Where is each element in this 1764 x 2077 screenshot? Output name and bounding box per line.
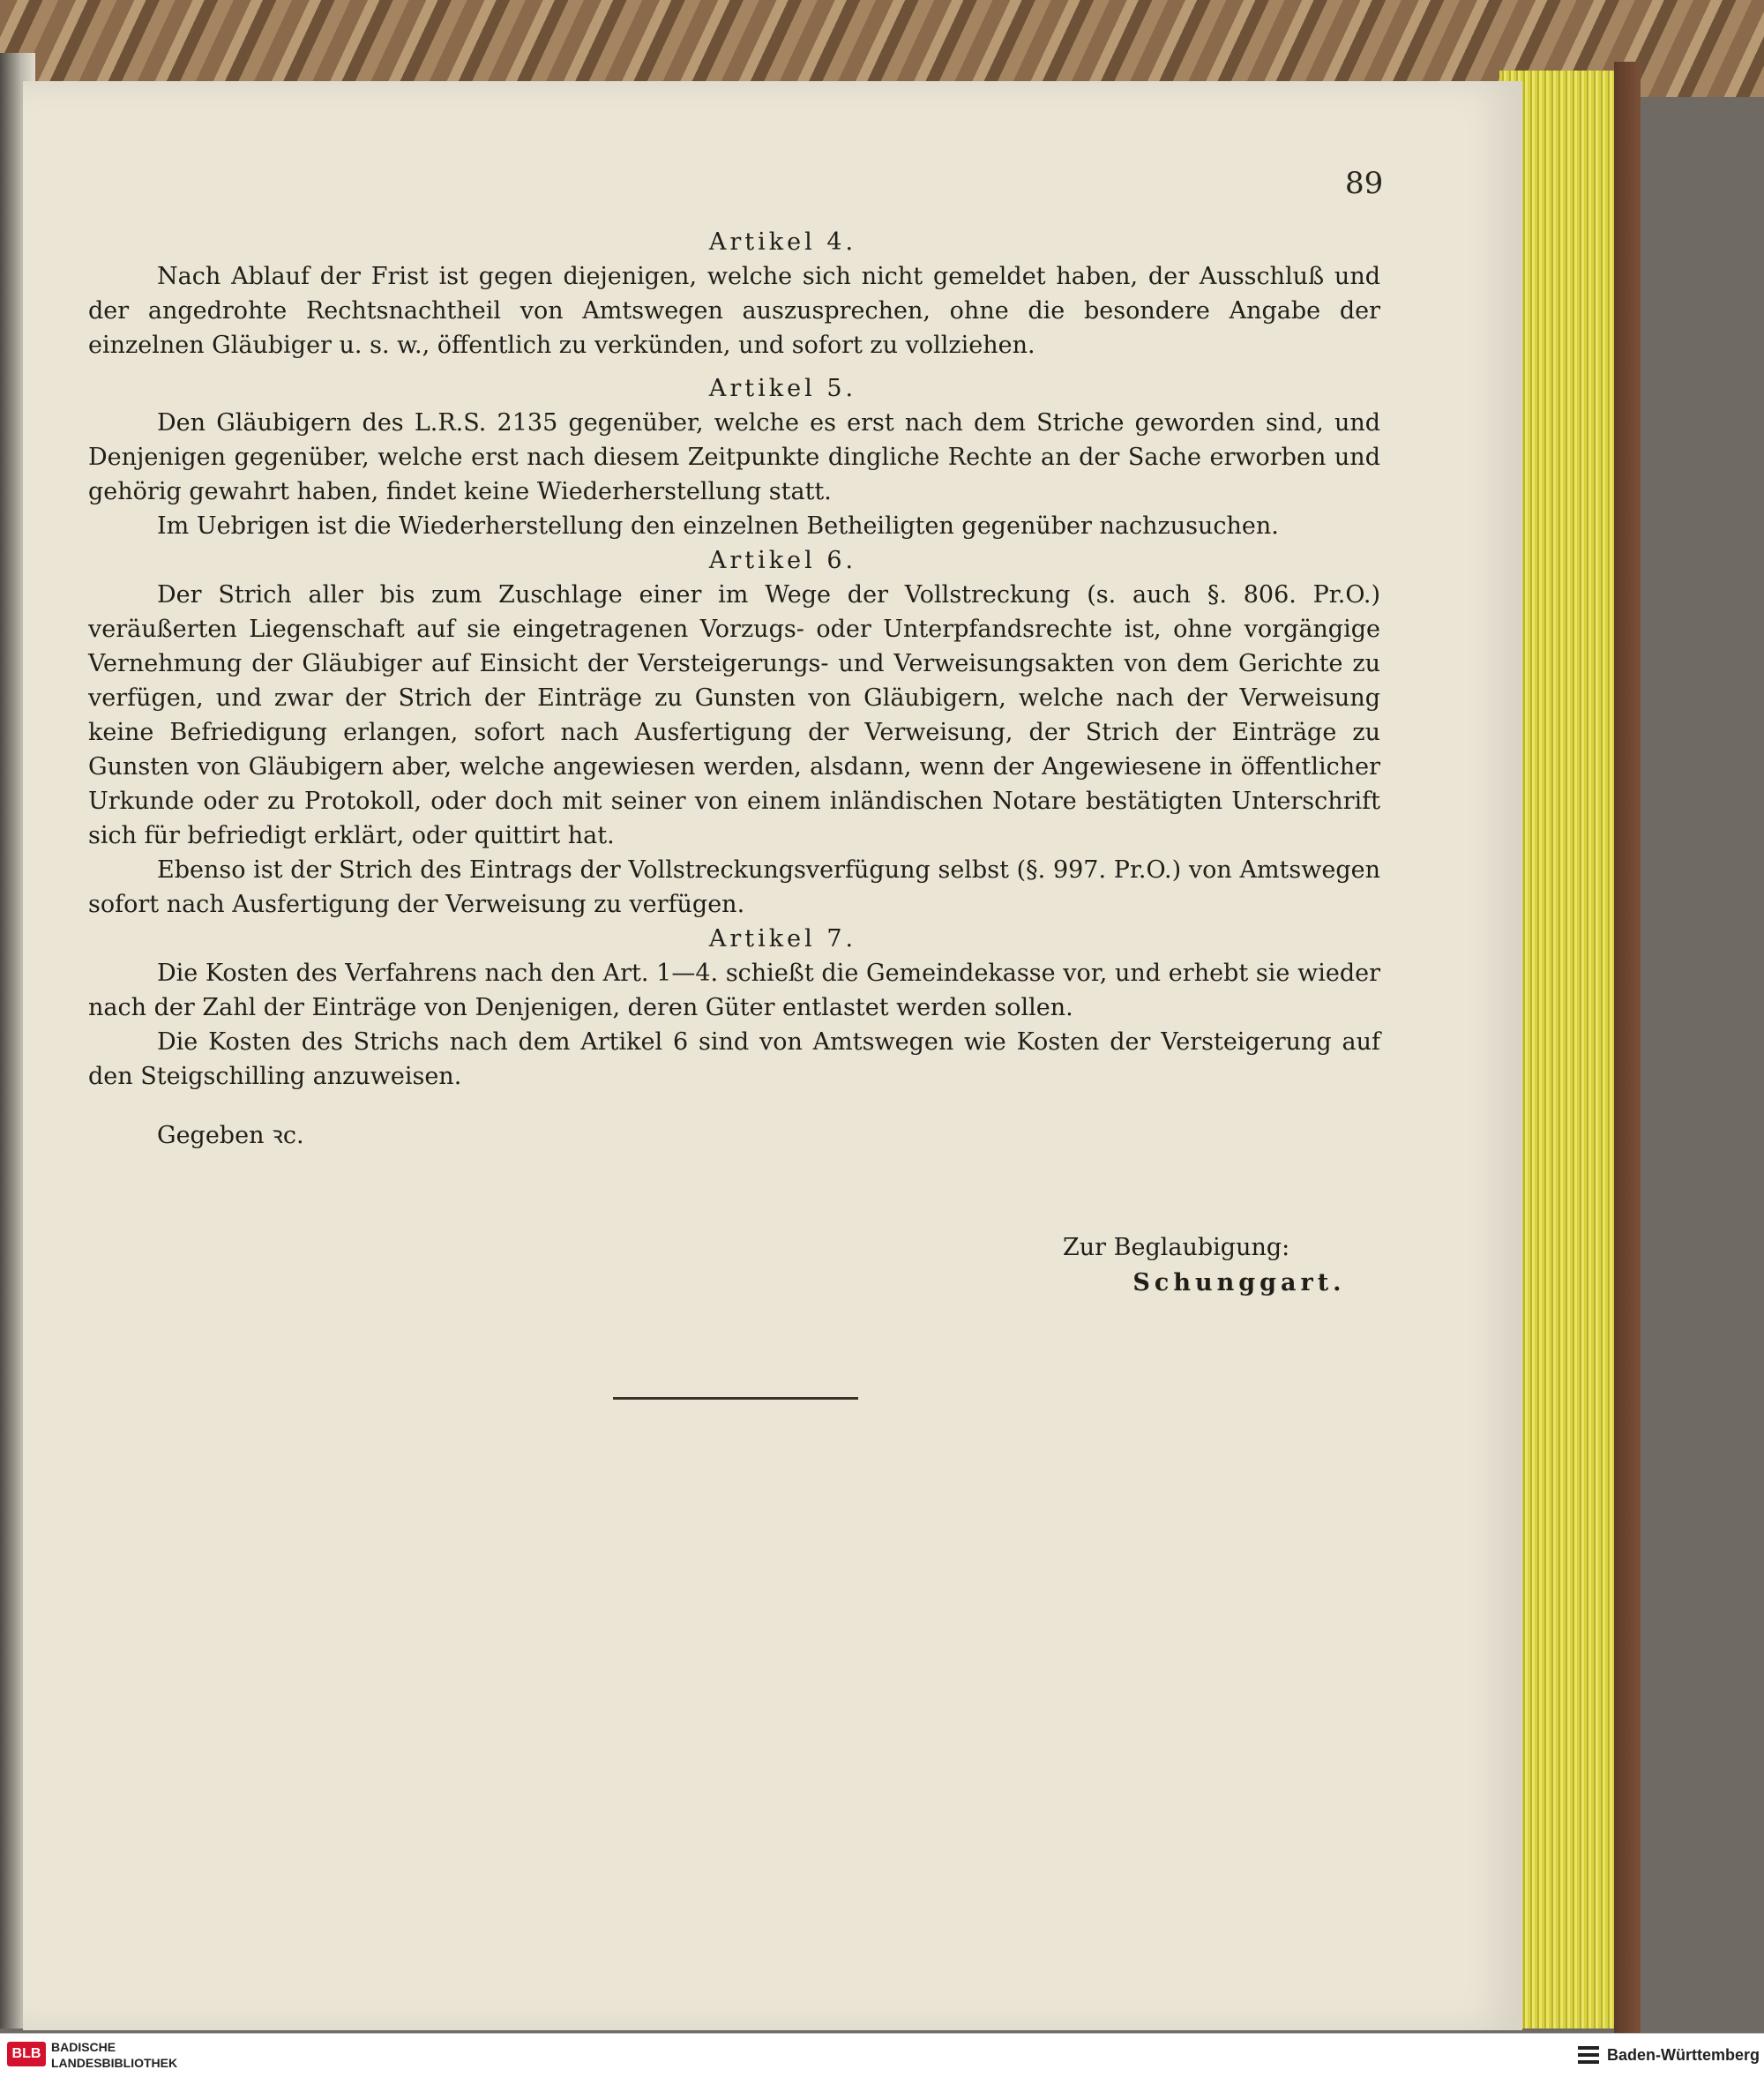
article-paragraph: Nach Ablauf der Frist ist gegen diejenigen, welche sich nicht gemeldet haben, der Ausschluß und der angedrohte Rechtsnachtheil von Amtswegen auszusprechen, ohne die besondere Angabe der einzelnen Gläubiger u. s. w., öffentlich zu verkünden, und sofort zu vollziehen. bbox=[88, 263, 1380, 359]
article-text bbox=[88, 225, 1380, 1153]
state-name[interactable]: Baden-Württemberg bbox=[1607, 2046, 1760, 2064]
baden-wuerttemberg-crest-icon bbox=[1577, 2044, 1600, 2066]
book-cover-edge bbox=[1614, 62, 1641, 2037]
closing-rule bbox=[613, 1397, 858, 1400]
article-heading: Artikel 5. bbox=[708, 375, 857, 402]
certification-block bbox=[1063, 1230, 1380, 1301]
library-name bbox=[51, 2039, 177, 2071]
article-paragraph: Ebenso ist der Strich des Eintrags der Vollstreckungsverfügung selbst (§. 997. Pr.O.) von Amtswegen sofort nach Ausfertigung der Verweisung zu verfügen. bbox=[88, 856, 1380, 918]
page-number: 89 bbox=[1345, 166, 1384, 201]
closing-formula: Gegeben ꝛc. bbox=[157, 1122, 304, 1149]
library-name-line2: LANDESBIBLIOTHEK bbox=[51, 2056, 178, 2070]
article-heading: Artikel 7. bbox=[708, 925, 857, 953]
article-paragraph: Den Gläubigern des L.R.S. 2135 gegenüber, welche es erst nach dem Striche geworden sind, und Denjenigen gegenüber, welche erst nach diesem Zeitpunkte dingliche Rechte an der Sache erworben und gehörig gewahrt haben, findet keine Wiederherstellung statt. bbox=[88, 409, 1380, 505]
article-paragraph: Die Kosten des Strichs nach dem Artikel 6 sind von Amtswegen wie Kosten der Versteigerung auf den Steigschilling anzuweisen. bbox=[88, 1028, 1380, 1090]
article-paragraph: Die Kosten des Verfahrens nach den Art. 1—4. schießt die Gemeindekasse vor, und erhebt sie wieder nach der Zahl der Einträge von Denjenigen, deren Güter entlastet werden sollen. bbox=[88, 960, 1380, 1021]
article-paragraph: Im Uebrigen ist die Wiederherstellung den einzelnen Betheiligten gegenüber nachzusuchen. bbox=[157, 512, 1279, 540]
article-heading: Artikel 4. bbox=[708, 228, 857, 256]
certification-label: Zur Beglaubigung: bbox=[1063, 1234, 1290, 1261]
blb-logo-icon[interactable]: BLB bbox=[7, 2042, 46, 2066]
library-name-line1: BADISCHE bbox=[51, 2040, 116, 2054]
viewer-footer bbox=[0, 2033, 1764, 2077]
signature: Schunggart. bbox=[1132, 1269, 1346, 1296]
article-heading: Artikel 6. bbox=[708, 547, 857, 574]
article-paragraph: Der Strich aller bis zum Zuschlage einer im Wege der Vollstreckung (s. auch §. 806. Pr.O.) veräußerten Liegenschaft auf sie eingetragenen Vorzugs- oder Unterpfandsrechte ist, ohne vorgängige Vernehmung der Gläubiger auf Einsicht der Versteigerungs- und Verweisungsakten von dem Gerichte zu verfügen, und zwar der Strich der Einträge zu Gunsten von Gläubigern, welche nach der Verweisung keine Befriedigung erlangen, sofort nach Ausfertigung der Verweisung, der Strich der Einträge zu Gunsten von Gläubigern aber, welche angewiesen werden, alsdann, wenn der Angewiesene in öffentlicher Urkunde oder zu Protokoll, oder doch mit seiner von einem inländischen Notare bestätigten Unterschrift sich für befriedigt erklärt, oder quittirt hat. bbox=[88, 581, 1380, 849]
